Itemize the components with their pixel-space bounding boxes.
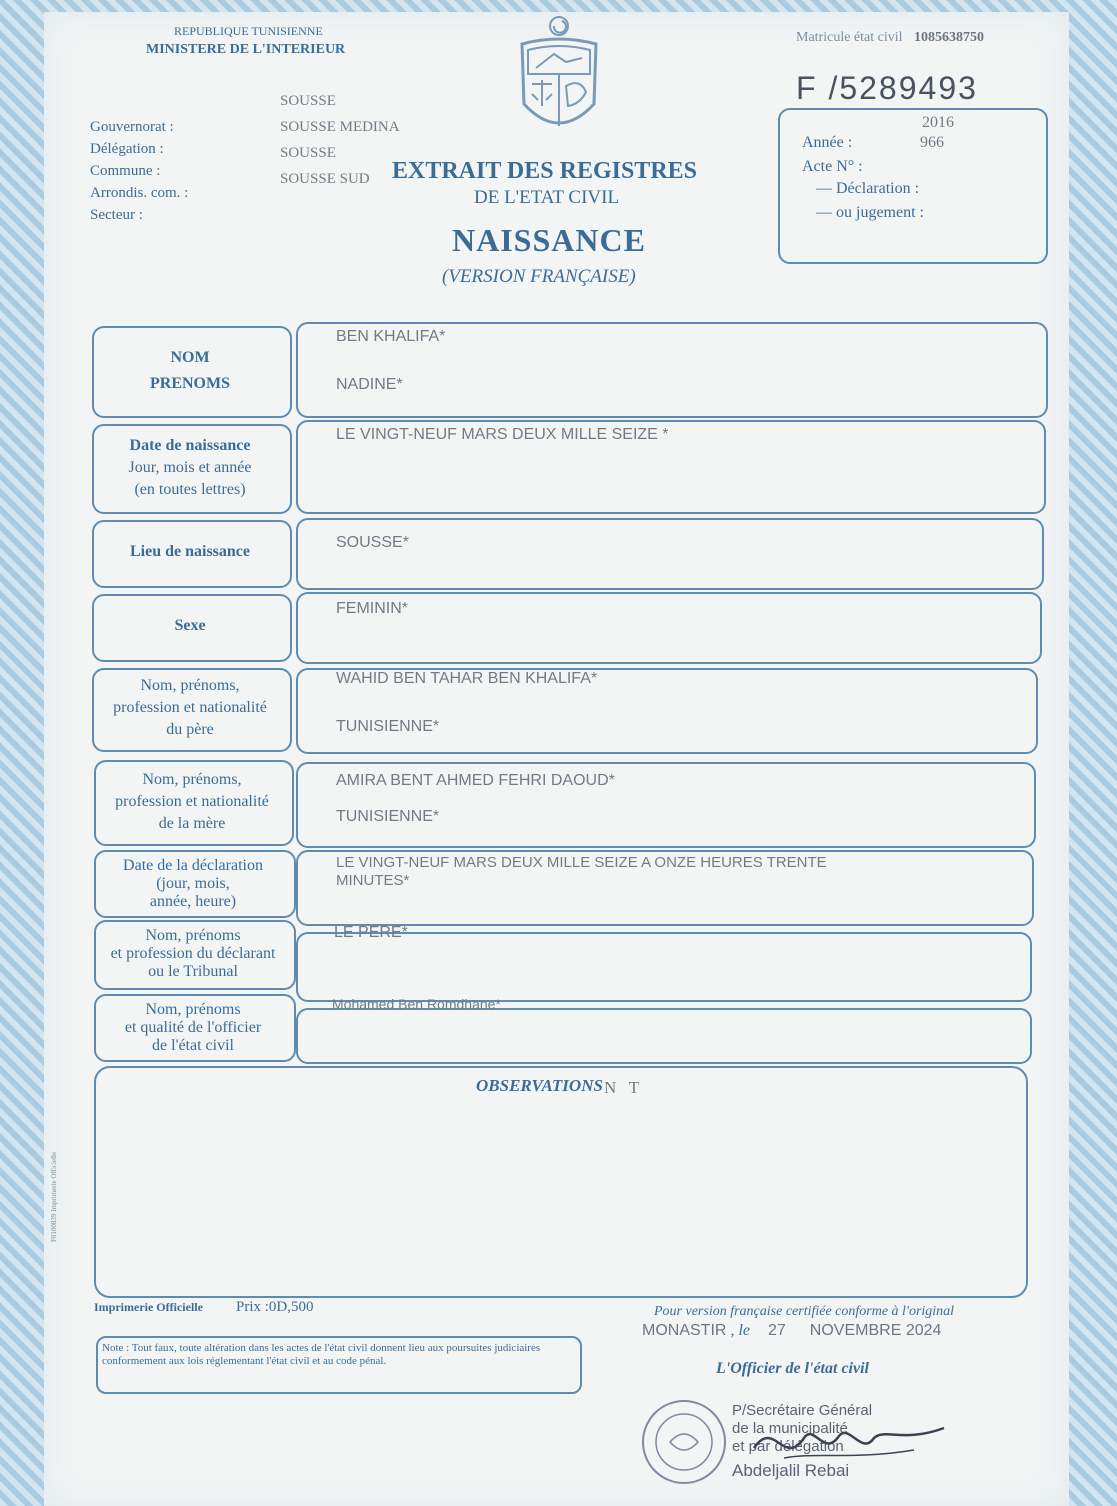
declarant-value: LE PERE*	[334, 924, 408, 941]
acte-label: Acte N° :	[802, 158, 863, 175]
delegation-label: Délégation :	[90, 141, 164, 157]
prenoms-label: PRENOMS	[150, 375, 230, 392]
matricule-value: 1085638750	[914, 30, 985, 45]
gouvernorat-label: Gouvernorat :	[90, 119, 174, 135]
version-label: (VERSION FRANÇAISE)	[442, 266, 636, 287]
document-subtitle: DE L'ETAT CIVIL	[474, 187, 620, 208]
arrondissement-value: SOUSSE SUD	[280, 171, 370, 187]
date-naissance-value: LE VINGT-NEUF MARS DEUX MILLE SEIZE *	[336, 426, 669, 443]
note-text: Note : Tout faux, toute altération dans les actes de l'état civil donnent lieu aux poursuites judiciaires conformement aux lois réglementant l'état civil et au code pénal.	[102, 1342, 541, 1367]
observations-label: OBSERVATIONS	[476, 1076, 603, 1095]
side-print-code: F0100839 Imprimerie Officielle	[50, 1151, 58, 1242]
certified-label: Pour version française certifiée conforme à l'original	[654, 1304, 955, 1319]
declarant-label-line1: Nom, prénoms	[145, 927, 241, 944]
officier-value-box	[296, 1008, 1032, 1064]
declaration-date-value-line1: LE VINGT-NEUF MARS DEUX MILLE SEIZE A ONZE HEURES TRENTE	[336, 854, 827, 871]
le-label: , le	[730, 1322, 750, 1339]
pere-label-line1: Nom, prénoms,	[140, 677, 240, 694]
location-values	[280, 88, 400, 192]
date-line	[642, 1322, 941, 1340]
stamp-line2: de la municipalité	[732, 1420, 848, 1437]
declarant-label-line3: ou le Tribunal	[148, 963, 238, 980]
location-labels	[90, 116, 188, 226]
date-naissance-note: (en toutes lettres)	[134, 481, 246, 498]
lieu-value: SOUSSE*	[336, 534, 409, 551]
mere-label-line1: Nom, prénoms,	[142, 771, 242, 788]
declaration-label: — Déclaration :	[816, 180, 920, 197]
observations-overprint: N T	[604, 1078, 640, 1097]
pere-nationality-value: TUNISIENNE*	[336, 718, 440, 735]
declaration-date-label-line1: Date de la déclaration	[123, 857, 263, 874]
republic-label: REPUBLIQUE TUNISIENNE	[174, 24, 323, 38]
gouvernorat-value: SOUSSE	[280, 93, 336, 109]
commune-value: SOUSSE	[280, 145, 336, 161]
coat-of-arms-emblem	[514, 14, 604, 142]
serial-number: F /5289493	[796, 70, 978, 106]
pere-label-line3: du père	[166, 721, 214, 738]
matricule-label: Matricule état civil	[796, 30, 903, 45]
ministry-label: MINISTERE DE L'INTERIEUR	[146, 42, 346, 57]
date-naissance-sublabel: Jour, mois et année	[128, 459, 252, 476]
city-value: MONASTIR	[642, 1322, 727, 1339]
lieu-label: Lieu de naissance	[129, 543, 250, 560]
secteur-label: Secteur :	[90, 207, 143, 223]
officer-title: L'Officier de l'état civil	[716, 1360, 869, 1377]
officier-label-line1: Nom, prénoms	[145, 1001, 241, 1018]
handwritten-signature	[744, 1408, 964, 1478]
declaration-date-value-line2: MINUTES*	[336, 872, 410, 889]
nom-label: NOM	[170, 349, 210, 366]
acte-value: 966	[920, 134, 944, 151]
mere-name-value: AMIRA BENT AHMED FEHRI DAOUD*	[336, 772, 615, 789]
jugement-label: — ou jugement :	[816, 204, 924, 221]
day-value: 27	[768, 1322, 786, 1339]
month-year-value: NOVEMBRE 2024	[809, 1322, 942, 1339]
mere-nationality-value: TUNISIENNE*	[336, 808, 440, 825]
lieu-value-box	[296, 518, 1044, 590]
round-stamp-seal	[640, 1398, 728, 1486]
arrondissement-label: Arrondis. com. :	[90, 185, 189, 201]
officier-label-line3: de l'état civil	[152, 1037, 234, 1054]
certificate-sheet	[44, 12, 1069, 1506]
declaration-date-label-line3: année, heure)	[149, 893, 237, 910]
printer-label: Imprimerie Officielle	[94, 1300, 203, 1314]
mere-label-line2: profession et nationalité	[115, 793, 269, 810]
observations-box	[94, 1066, 1028, 1298]
matricule-row	[796, 30, 984, 46]
pere-label-line2: profession et nationalité	[113, 699, 267, 716]
commune-label: Commune :	[90, 163, 161, 179]
act-type-title: NAISSANCE	[452, 222, 646, 258]
mere-label-line3: de la mère	[158, 815, 226, 832]
stamp-line1: P/Secrétaire Général	[732, 1402, 873, 1419]
stamp-name: Abdeljalil Rebai	[732, 1461, 850, 1480]
date-naissance-label: Date de naissance	[129, 437, 251, 454]
declarant-value-box	[296, 932, 1032, 1002]
annee-value: 2016	[922, 114, 954, 131]
annee-label: Année :	[802, 134, 853, 151]
stamp-line3: et par délégation	[732, 1438, 844, 1455]
sexe-label: Sexe	[174, 617, 206, 634]
officier-label-line2: et qualité de l'officier	[124, 1019, 262, 1036]
document-title: EXTRAIT DES REGISTRES	[392, 158, 698, 184]
nom-value: BEN KHALIFA*	[336, 328, 446, 345]
delegation-value: SOUSSE MEDINA	[280, 119, 400, 135]
pere-name-value: WAHID BEN TAHAR BEN KHALIFA*	[336, 670, 598, 687]
declarant-label-line2: et profession du déclarant	[110, 945, 276, 962]
nom-label-box	[92, 326, 292, 418]
prenoms-value: NADINE*	[336, 376, 403, 393]
price-label: Prix :0D,500	[236, 1299, 314, 1315]
sexe-value: FEMININ*	[336, 600, 408, 617]
declaration-date-label-line2: (jour, mois,	[156, 875, 230, 892]
officier-value: Mohamed Ben Romdhane*	[332, 996, 501, 1012]
